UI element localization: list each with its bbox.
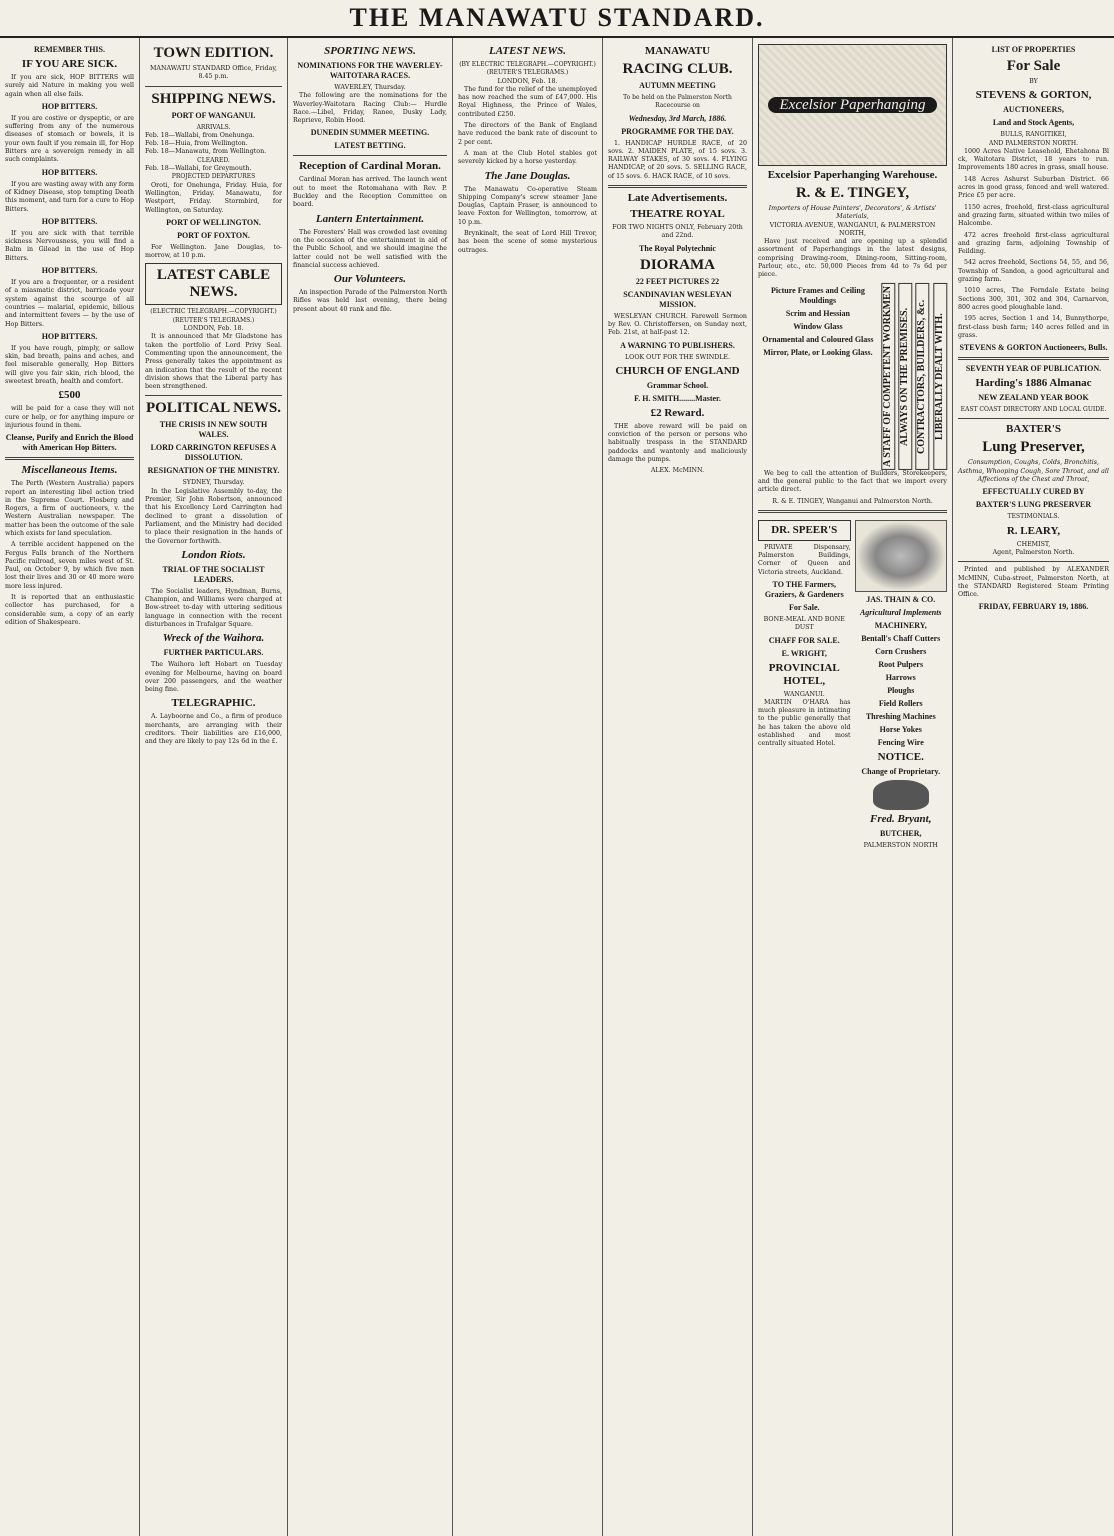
- town-edition-heading: TOWN EDITION.: [153, 45, 274, 61]
- hop-title: HOP BITTERS.: [41, 216, 98, 226]
- machinery-illustration: [855, 520, 948, 592]
- misc-item: It is reported that an enthusiastic collector has purchased, for a considerable sum, a copy of an early edition of Shakespeare.: [5, 594, 134, 626]
- port-wanganui: PORT OF WANGANUI.: [171, 110, 256, 120]
- column-1: [0, 38, 140, 1536]
- property-item: 472 acres freehold first-class agricultural and grazing farm, adjoining Township of Feilding.: [958, 231, 1109, 256]
- misc-heading: Miscellaneous Items.: [21, 464, 118, 477]
- sydney-dateline: SYDNEY, Thursday.: [182, 479, 245, 487]
- diorama-heading: DIORAMA: [640, 256, 715, 273]
- tingey-heading: R. & E. TINGEY,: [795, 185, 910, 201]
- scandinavian-heading: SCANDINAVIAN WESLEYAN MISSION.: [623, 289, 732, 309]
- hotel-text: MARTIN O'HARA has much pleasure in intimating to the public generally that he has taken the above old established and most centrally situated Hotel.: [758, 698, 851, 748]
- palmerston-north-line: AND PALMERSTON NORTH.: [988, 139, 1079, 147]
- shipping-heading: SHIPPING NEWS.: [151, 90, 276, 107]
- hop-text: If you have rough, pimply, or sallow skin, bad breath, pains and aches, and feel miserable generally, Hop Bitters will give you fair skin, rich blood, the sweetest breath, health and comfort.: [5, 344, 134, 386]
- warning-heading: A WARNING TO PUBLISHERS.: [620, 340, 735, 350]
- wanganui-line: WANGANUI.: [783, 690, 825, 698]
- race-date: Wednesday, 3rd March, 1886.: [628, 113, 727, 123]
- baxter-lung-line: BAXTER'S LUNG PRESERVER: [975, 500, 1092, 510]
- crisis-heading: THE CRISIS IN NEW SOUTH WALES.: [159, 420, 268, 440]
- column-5: [603, 38, 753, 1536]
- programme-heading: PROGRAMME FOR THE DAY.: [621, 126, 734, 136]
- divider: [608, 185, 747, 188]
- arrival-line: Feb. 18—Manawatu, from Wellington.: [145, 148, 267, 156]
- projected-label: PROJECTED DEPARTURES: [171, 173, 256, 181]
- thain-heading: JAS. THAIN & CO.: [866, 594, 936, 604]
- jane-heading: The Jane Douglas.: [484, 169, 571, 182]
- smith-line: F. H. SMITH........Master.: [634, 393, 721, 403]
- implements-heading: Agricultural Implements: [859, 607, 942, 617]
- cable-date: LONDON, Feb. 18.: [183, 325, 244, 333]
- implement-line: Corn Crushers: [875, 646, 927, 656]
- chaff-heading: CHAFF FOR SALE.: [768, 635, 840, 645]
- reward-amount: £500: [58, 389, 81, 402]
- divider: [145, 395, 282, 396]
- hop-title: HOP BITTERS.: [41, 331, 98, 341]
- implement-line: Ploughs: [887, 685, 915, 695]
- column-7: [953, 38, 1114, 1536]
- autumn-heading: AUTUMN MEETING: [639, 81, 716, 90]
- latest-sub: (BY ELECTRIC TELEGRAPH.—COPYRIGHT.) (REUTER'S TELEGRAMS.): [459, 61, 596, 77]
- resignation-heading: RESIGNATION OF THE MINISTRY.: [147, 466, 280, 476]
- column-6: [753, 38, 953, 1536]
- riots-heading: London Riots.: [181, 548, 246, 561]
- hop-title: HOP BITTERS.: [41, 266, 98, 276]
- consumption-line: Consumption, Coughs, Colds, Bronchitis, Asthma, Whooping Cough, Sore Throat, and all Affections of the Chest and Throat,: [958, 459, 1109, 484]
- machinery-heading: MACHINERY,: [874, 620, 927, 630]
- hop-item: [5, 102, 134, 165]
- nights-line: FOR TWO NIGHTS ONLY, February 20th and 22nd.: [612, 224, 743, 240]
- stevens-gorton-heading: STEVENS & GORTON,: [975, 89, 1092, 102]
- divider: [758, 510, 947, 513]
- ad-right: [855, 517, 948, 850]
- vertical-label: CONTRACTORS, BUILDERS, &c.: [915, 283, 929, 470]
- harding-heading: Harding's 1886 Almanac: [975, 377, 1092, 390]
- hop-item: [5, 217, 134, 263]
- by-line: BY: [1029, 78, 1038, 85]
- testimonials-label: TESTIMONIALS.: [1007, 513, 1060, 521]
- for-sale-heading: For Sale.: [788, 602, 820, 612]
- bull-illustration: [873, 780, 929, 810]
- cable-sub: (ELECTRIC TELEGRAPH.—COPYRIGHT.) (REUTER'S TELEGRAMS.): [150, 308, 277, 324]
- property-item: 1010 acres, The Ferndale Estate being Sections 300, 301, 302 and 304, Carnarvon, 800 acres good ploughable land.: [958, 287, 1109, 311]
- lung-preserver-heading: Lung Preserver,: [982, 439, 1085, 456]
- year-book-line: NEW ZEALAND YEAR BOOK: [978, 393, 1089, 403]
- speer-heading: DR. SPEER'S: [758, 520, 851, 541]
- cable-heading: LATEST CABLE NEWS.: [145, 263, 282, 305]
- arrival-line: Feb. 18—Huia, from Wellington.: [145, 140, 248, 148]
- misc-item: A terrible accident happened on the Fergus Falls branch of the Northern Pacific railroad, seven miles west of St. Paul, on October 9, by which five men lost their lives and 30 or 40 more were more less injured.: [5, 541, 134, 590]
- cleared-label: CLEARED.: [197, 156, 230, 164]
- grammar-heading: Grammar School.: [646, 380, 709, 390]
- tingey-body: [758, 283, 947, 470]
- land-stock-line: Land and Stock Agents,: [992, 118, 1075, 128]
- imprint-text: Printed and published by ALEXANDER McMINN, Cuba-street, Palmerston North, at the STANDARD Registered Steam Printing Office.: [958, 566, 1109, 599]
- hop-item: [5, 168, 134, 214]
- column-4: [453, 38, 603, 1536]
- hop-item: [5, 332, 134, 386]
- hop-lead: If you are sick, HOP BITTERS will surely aid Nature in making you well again when all else fails.: [5, 74, 134, 98]
- riots-text: The Socialist leaders, Hyndman, Burns, Champion, and Williams were charged at Bow-street to-day with uttering seditious language in connection with the recent disturbances in Trafalgar Square.: [145, 587, 282, 628]
- waverley-dateline: WAVERLEY, Thursday.: [334, 84, 406, 91]
- lantern-text: The Foresters' Hall was crowded last evening on the occasion of the entertainment in aid of the Public School, and we should imagine the latter could not be well satisfied with the financial success achieved.: [293, 228, 447, 269]
- hop-title: HOP BITTERS.: [41, 101, 98, 111]
- misc-item: The Perth (Western Australia) papers report an interesting libel action tried in the Supreme Court. Flosberg and Rogers, a firm of auctioneers, v. the Western Australian newspaper. The matter has been the outcome of the sale which exists for land speculation.: [5, 480, 134, 537]
- implement-line: Threshing Machines: [865, 711, 936, 721]
- cardinal-heading: Reception of Cardinal Moran.: [299, 160, 441, 173]
- hop-title: HOP BITTERS.: [41, 167, 98, 177]
- importers-line: Importers of House Painters', Decorators', & Artists' Materials,: [768, 205, 937, 221]
- cable-text: It is announced that Mr Gladstone has taken the portfolio of Lord Privy Seal. Commenting upon the announcement, the Press generally takes the appointment as an indication that the result of the recent division shows that the Liberal party has been strengthened.: [145, 333, 282, 391]
- arrivals-label: ARRIVALS.: [196, 123, 231, 131]
- latest-heading: LATEST NEWS.: [488, 45, 567, 57]
- latest-text: The directors of the Bank of England have reduced the bank rate of discount to 2 per cent.: [458, 122, 597, 146]
- divider: [958, 357, 1109, 360]
- arrival-line: Feb. 18—Wallabi, from Onehunga.: [145, 131, 255, 139]
- lantern-heading: Lantern Entertainment.: [315, 212, 425, 225]
- vertical-label: A STAFF OF COMPETENT WORKMEN: [881, 283, 895, 470]
- baxter-heading: BAXTER'S: [1005, 423, 1062, 436]
- tingey-intro: Have just received and are opening up a splendid assortment of Paperhangings in the latest designs, comprising Drawing-room, Dining-room, Sitting-room, Parlour, etc., etc. 50,000 Pieces from 4d to 7s 6d per piece.: [758, 238, 947, 279]
- for-sale-heading: For Sale: [1006, 58, 1061, 74]
- agent-line: Agent, Palmerston North.: [992, 548, 1075, 556]
- betting-heading: LATEST BETTING.: [334, 141, 406, 151]
- volunteers-text: An inspection Parade of the Palmerston North Rifles was held last evening, there being present about 40 rank and file.: [293, 289, 447, 313]
- hop-text: If you are costive or dyspeptic, or are suffering from any of the numerous diseases of stomach or bowels, it is your own fault if you remain ill, for Hop Bitters are a sovereign remedy in all such complaints.: [5, 114, 134, 164]
- attention-text: We beg to call the attention of Builders, Storekeepers, and the general public to the fact that we import every article direct.: [758, 469, 947, 494]
- warehouse-heading: Excelsior Paperhanging Warehouse.: [767, 169, 938, 181]
- leary-heading: R. LEARY,: [1006, 524, 1061, 537]
- vertical-label: ALWAYS ON THE PREMISES.: [898, 283, 912, 470]
- jane-text: Brynkinalt, the seat of Lord Hill Trevor, has been the scene of some mysterious outrages.: [458, 230, 597, 254]
- reward-text: THE above reward will be paid on conviction of the person or persons who habitually trespass in the STANDARD paddocks and wantonly and maliciously damage the pumps.: [608, 422, 747, 464]
- programme-text: 1. HANDICAP HURDLE RACE, of 20 sovs. 2. MAIDEN PLATE, of 15 sovs. 3. RAILWAY STAKES, of 30 sovs. 4. FLYING HANDICAP, of 20 sovs. 5. SELLING RACE, of 15 sovs. 6. HACK RACE, of 10 sovs.: [608, 139, 747, 180]
- seventh-year-line: SEVENTH YEAR OF PUBLICATION.: [965, 364, 1102, 374]
- wreck-text: The Waihora left Hobart on Tuesday evening for Melbourne, having on board over 200 passengers, and the weather being fine.: [145, 661, 282, 694]
- two-up-ads: [758, 517, 947, 850]
- gorton-signature: STEVENS & GORTON Auctioneers, Bulls.: [959, 343, 1108, 353]
- product-line: Mirror, Plate, or Looking Glass.: [763, 347, 873, 357]
- latest-text: The fund for the relief of the unemployed has now reached the sum of £47,000. His Royal Highness, the Prince of Wales, contributed £250.: [458, 85, 597, 118]
- property-item: 1150 acres, freehold, first-class agricultural and grazing farm, situated within two miles of Halcombe.: [958, 203, 1109, 228]
- divider: [958, 561, 1109, 562]
- cardinal-text: Cardinal Moran has arrived. The launch went out to meet the Rotomahana with Rev. P. Buckley and the Reception Committee on board.: [293, 176, 447, 209]
- wesleyan-text: WESLEYAN CHURCH. Farewell Sermon by Rev. O. Christoffersen, on Sunday next, Feb. 21st, at half-past 12.: [608, 312, 747, 337]
- swindle-line: LOOK OUT FOR THE SWINDLE.: [624, 353, 731, 361]
- political-heading: POLITICAL NEWS.: [145, 400, 282, 417]
- riots-sub: TRIAL OF THE SOCIALIST LEADERS.: [162, 564, 265, 584]
- vertical-label: LIBERALLY DEALT WITH.: [933, 283, 947, 470]
- racing-heading: RACING CLUB.: [622, 61, 733, 77]
- implement-line: Horse Yokes: [879, 724, 922, 734]
- ad-left: [758, 517, 851, 850]
- theatre-heading: THEATRE ROYAL: [630, 208, 725, 221]
- cleanse-heading: Cleanse, Purify and Enrich the Blood with American Hop Bitters.: [5, 433, 134, 453]
- property-item: 1000 Acres Native Leasehold, Ehetahona Bl ck, Waitotara District, 18 years to run. Improvements 180 acres in grass, small house.: [958, 147, 1109, 172]
- hop-item: [5, 266, 134, 329]
- wright-heading: E. WRIGHT,: [781, 648, 827, 658]
- port-wellington: PORT OF WELLINGTON.: [166, 217, 261, 227]
- foxton-text: For Wellington. Jane Douglas, to-morrow, at 10 p.m.: [145, 243, 282, 260]
- implement-line: Harrows: [885, 672, 916, 682]
- banner-text: Excelsior Paperhanging: [768, 97, 938, 113]
- port-foxton: PORT OF FOXTON.: [177, 230, 250, 240]
- auctioneers-line: AUCTIONEERS,: [1003, 105, 1064, 115]
- hop-text: If you are wasting away with any form of Kidney Disease, stop tempting Death this moment, and turn for a cure to Hop Bitters.: [5, 180, 134, 213]
- latest-text: A man at the Club Hotel stables got severely kicked by a horse yesterday.: [458, 149, 597, 166]
- royal-heading: The Royal Polytechnic: [639, 243, 716, 253]
- mcminn-signature: ALEX. McMINN.: [650, 467, 705, 475]
- held-line: To be held on the Palmerston North Racecourse on: [623, 94, 732, 110]
- wreck-sub: FURTHER PARTICULARS.: [163, 648, 264, 658]
- projected-text: Oroti, for Onehunga, Friday. Huia, for Wellington, Friday. Manawatu, for Westport, Friday. Stormbird, for Wellington, on Saturday.: [145, 181, 282, 214]
- dunedin-heading: DUNEDIN SUMMER MEETING.: [310, 128, 430, 138]
- provincial-heading: PROVINCIAL HOTEL,: [768, 661, 840, 687]
- tingey-signature: R. & E. TINGEY, Wanganui and Palmerston North.: [772, 497, 933, 505]
- carrington-heading: LORD CARRINGTON REFUSES A DISSOLUTION.: [150, 443, 277, 463]
- speer-text: PRIVATE Dispensary, Palmerston Buildings, Corner of Queen and Victoria streets, Auckland.: [758, 543, 851, 576]
- jane-text: The Manawatu Co-operative Steam Shipping Company's screw steamer Jane Douglas, Captain Fraser, is announced to leave Foxton for Wellington, tomorrow, at 10 p.m.: [458, 185, 597, 226]
- reward-text: will be paid for a case they will not cure or help, or for anything impure or injurious found in them.: [5, 405, 134, 429]
- divider: [293, 155, 447, 156]
- late-ads-heading: Late Advertisements.: [627, 192, 728, 205]
- wreck-heading: Wreck of the Waihora.: [162, 632, 265, 645]
- column-3: [288, 38, 453, 1536]
- column-2: [140, 38, 288, 1536]
- cleared-line: Feb. 18—Wallabi, for Greymouth.: [145, 165, 252, 173]
- hop-text: If you are sick with that terrible sickness Nervousness, you will find a Balm in Gilead in the use of Hop Bitters.: [5, 229, 134, 262]
- change-heading: Change of Proprietary.: [861, 766, 941, 776]
- sporting-heading: SPORTING NEWS.: [324, 45, 416, 57]
- bulls-line: BULLS, RANGITIKEI,: [1000, 131, 1067, 139]
- newspaper-columns: [0, 38, 1114, 1536]
- divider: [5, 457, 134, 460]
- volunteers-heading: Our Volunteers.: [333, 273, 407, 286]
- london-dateline: LONDON, Feb. 18.: [497, 77, 558, 85]
- product-line: Ornamental and Coloured Glass: [762, 334, 874, 344]
- implement-line: Bentall's Chaff Cutters: [861, 633, 941, 643]
- cured-line: EFFECTUALLY CURED BY: [982, 487, 1085, 497]
- butcher-line: BUTCHER,: [879, 828, 922, 838]
- waverley-text: The following are the nominations for the Waverley-Waitotara Racing Club:— Hurdle Race.—Libel, Friday, Ranee, Dusky Lady, Reprieve, Robin Hood.: [293, 92, 447, 125]
- telegraphic-text: A. Layboorne and Co., a firm of produce merchants, are arranging with their creditors. Their liabilities are £16,000, and they are likely to pay 12s 6d in the £.: [145, 713, 282, 746]
- palmerston-line: PALMERSTON NORTH: [863, 841, 938, 849]
- masthead: THE MANAWATU STANDARD.: [0, 0, 1114, 38]
- tingey-products: [758, 283, 878, 470]
- nominations-heading: NOMINATIONS FOR THE WAVERLEY-WAITOTARA RACES.: [297, 61, 443, 80]
- imprint-date: FRIDAY, FEBRUARY 19, 1886.: [978, 602, 1089, 612]
- product-line: Window Glass: [793, 321, 843, 331]
- farmers-heading: TO THE Farmers, Graziers, & Gardeners: [764, 579, 844, 599]
- if-sick-heading: IF YOU ARE SICK.: [21, 58, 118, 70]
- implement-line: Fencing Wire: [877, 737, 924, 747]
- telegraphic-heading: TELEGRAPHIC.: [171, 697, 256, 710]
- product-line: Picture Frames and Ceiling Mouldings: [770, 285, 865, 305]
- church-heading: CHURCH OF ENGLAND: [615, 364, 740, 377]
- implement-line: Field Rollers: [878, 698, 923, 708]
- product-line: Scrim and Hessian: [785, 308, 850, 318]
- sydney-text: In the Legislative Assembly to-day, the Premier, Sir John Robertson, announced that his Excellency Lord Carrington had declined to grant a dissolution of Parliament, and the Ministry had decided to place their resignation in the hands of the Governor forthwith.: [145, 487, 282, 545]
- manawatu-label: MANAWATU: [644, 45, 711, 57]
- chemist-line: CHEMIST,: [1016, 540, 1051, 548]
- divider: [958, 418, 1109, 419]
- notice-heading: NOTICE.: [877, 750, 924, 763]
- office-line: MANAWATU STANDARD Office, Friday, 8.45 p.m.: [149, 65, 278, 81]
- reward-heading: £2 Reward.: [650, 406, 705, 419]
- bonemeal-line: BONE-MEAL AND BONE DUST: [763, 615, 845, 632]
- property-item: 195 acres, Section 1 and 14, Bunnythorpe, first-class bush farm; 140 acres felled and in grass.: [958, 315, 1109, 339]
- pictures-heading: 22 FEET PICTURES 22: [635, 276, 720, 286]
- remember-heading: REMEMBER THIS.: [34, 45, 105, 54]
- list-heading: LIST OF PROPERTIES: [991, 45, 1076, 54]
- property-item: 148 Acres Ashurst Suburban District. 66 acres in good grass, fenced and well watered. Price £5 per acre.: [958, 175, 1109, 200]
- implement-line: Root Pulpers: [878, 659, 924, 669]
- east-coast-line: EAST COAST DIRECTORY AND LOCAL GUIDE.: [960, 406, 1107, 414]
- divider: [145, 86, 282, 87]
- bryant-heading: Fred. Bryant,: [870, 812, 932, 825]
- hop-text: If you are a frequenter, or a resident of a miasmatic district, barricade your system against the scourge of all countries — malarial, epidemic, bilious and intermittent fevers — by the use of Hop Bitters.: [5, 279, 134, 328]
- property-item: 542 acres freehold, Sections 54, 55, and 56, Township of Sandon, a good agricultural and grazing farm.: [958, 259, 1109, 284]
- sign-illustration: [758, 44, 947, 166]
- address-line: VICTORIA AVENUE, WANGANUI, & PALMERSTON NORTH,: [769, 221, 936, 237]
